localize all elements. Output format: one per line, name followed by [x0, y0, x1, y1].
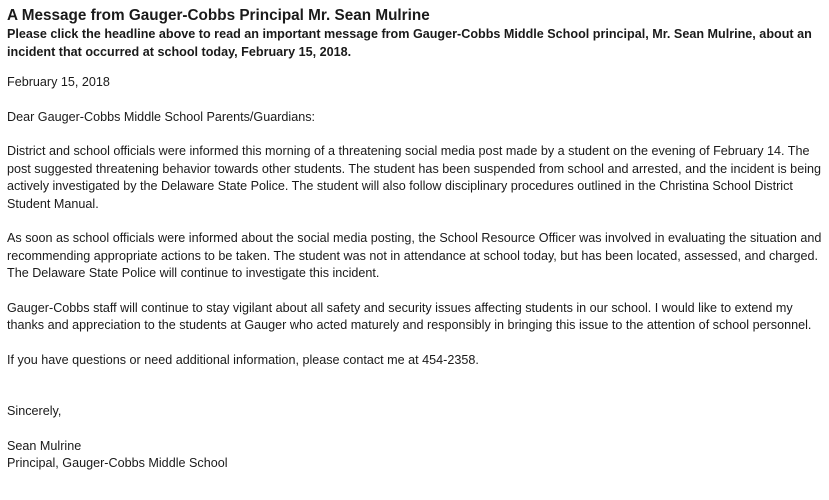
headline-link[interactable]: A Message from Gauger-Cobbs Principal Mr. Sean Mulrine	[7, 7, 430, 24]
paragraph-response: As soon as school officials were informed about the social media posting, the School Resource Officer was involved in evaluating the situation and recommending appropriate actions to be taken. The student was not in attendance at school today, but has been located, assessed, and charged. The Delaware State Police will continue to investigate this incident.	[7, 231, 822, 280]
paragraph-contact: If you have questions or need additional information, please contact me at 454-2358.	[7, 352, 479, 367]
paragraph-thanks: Gauger-Cobbs staff will continue to stay vigilant about all safety and security issues affecting students in our school. I would like to extend my thanks and appreciation to the students at Gauger who acted maturely and responsibly in bringing this issue to the attention of school personnel.	[7, 300, 812, 332]
intro-text: Please click the headline above to read an important message from Gauger-Cobbs Middle School principal, Mr. Sean Mulrine, about an incident that occurred at school today, February 15, 2018.	[7, 27, 812, 59]
closing: Sincerely,	[7, 404, 62, 418]
letter-body	[7, 74, 829, 473]
salutation: Dear Gauger-Cobbs Middle School Parents/Guardians:	[7, 109, 316, 124]
paragraph-incident: District and school officials were informed this morning of a threatening social media post made by a student on the evening of February 14. The post suggested threatening behavior towards other students. The student has been suspended from school and arrested, and the incident is being actively investigated by the Delaware State Police. The student will also follow disciplinary procedures outlined in the Christina School District Student Manual.	[7, 144, 822, 211]
signer-title: Principal, Gauger-Cobbs Middle School	[7, 456, 228, 470]
signer-name: Sean Mulrine	[7, 438, 82, 453]
letter-date: February 15, 2018	[7, 75, 110, 89]
